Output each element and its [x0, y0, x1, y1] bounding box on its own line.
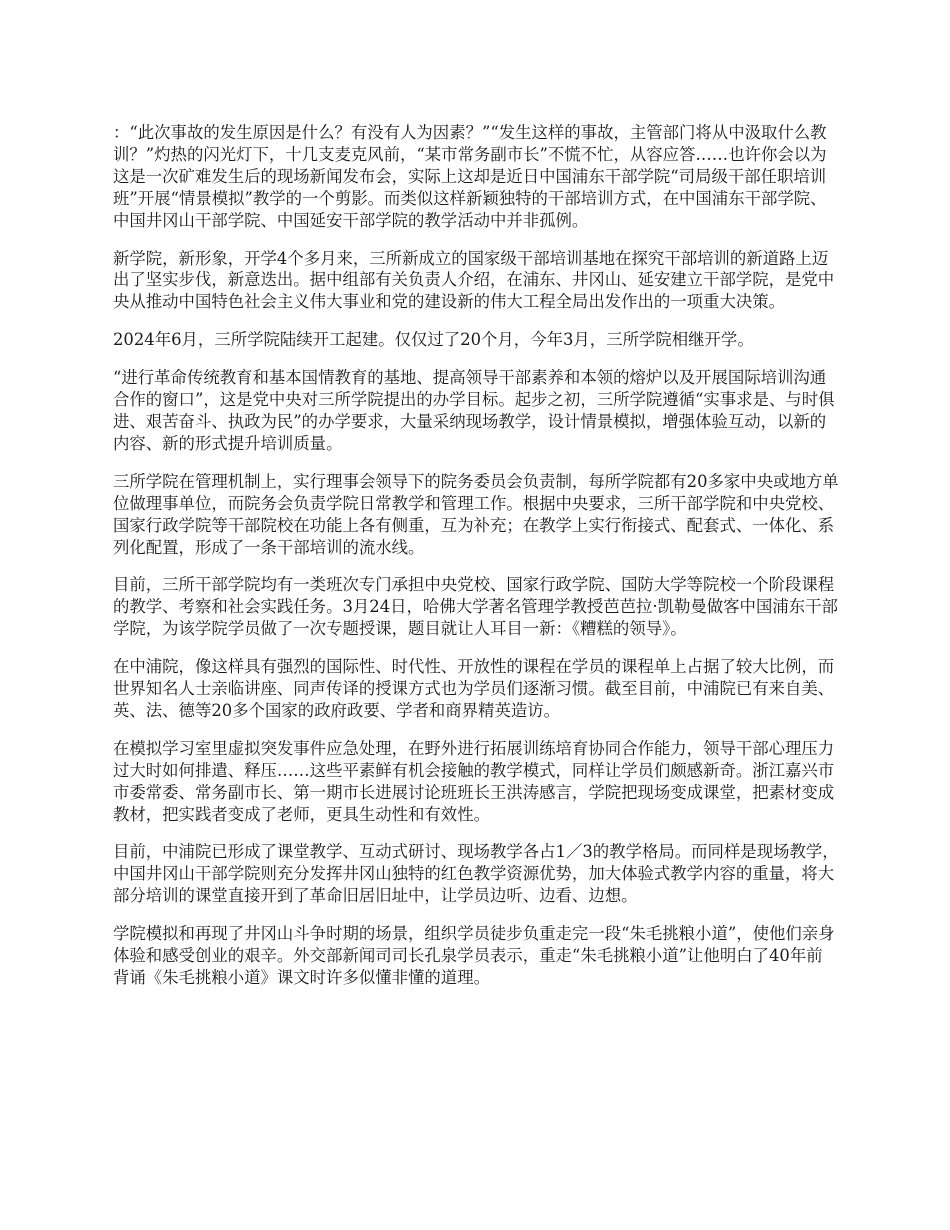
- paragraph: 在中浦院，像这样具有强烈的国际性、时代性、开放性的课程在学员的课程单上占据了较大比例，而世界知名人士亲临讲座、同声传译的授课方式也为学员们逐渐习惯。截至目前，中浦院已有来自美、英、法、德等20多个国家的政府政要、学者和商界精英造访。: [113, 657, 835, 720]
- paragraph: 2024年6月，三所学院陆续开工起建。仅仅过了20个月，今年3月，三所学院相继开学。: [113, 330, 754, 350]
- paragraph: 在模拟学习室里虚拟突发事件应急处理，在野外进行拓展训练培育协同合作能力，领导干部心理压力过大时如何排遣、释压……这些平素鲜有机会接触的教学模式，同样让学员们颇感新奇。浙江嘉兴市市委常委、常务副市长、第一期市长进展讨论班班长王洪涛感言，学院把现场变成课堂，把素材变成教材，把实践者变成了老师，更具生动性和有效性。: [113, 738, 835, 824]
- paragraph: 新学院，新形象，开学4个多月来，三所新成立的国家级干部培训基地在探究干部培训的新道路上迈出了坚实步伐，新意迭出。据中组部有关负责人介绍，在浦东、井冈山、延安建立干部学院，是党中央从推动中国特色社会主义伟大事业和党的建设新的伟大工程全局出发作出的一项重大决策。: [113, 248, 835, 312]
- paragraph: 目前，三所干部学院均有一类班次专门承担中央党校、国家行政学院、国防大学等院校一个阶段课程的教学、考察和社会实践任务。3月24日，哈佛大学著名管理学教授芭芭拉·凯勒曼做客中国浦东干部学院，为该学院学员做了一次专题授课，题目就让人耳目一新：《糟糕的领导》。: [113, 575, 838, 639]
- paragraph: “进行革命传统教育和基本国情教育的基地、提高领导干部素养和本领的熔炉以及开展国际培训沟通合作的窗口”，这是党中央对三所学院提出的办学目标。起步之初，三所学院遵循“实事求是、与时俱进、艰苦奋斗、执政为民”的办学要求，大量采纳现场教学，设计情景模拟，增强体验互动，以新的内容、新的形式提升培训质量。: [113, 368, 835, 453]
- paragraph: ：“此次事故的发生原因是什么？有没有人为因素？”“发生这样的事故，主管部门将从中汲取什么教训？”灼热的闪光灯下，十几支麦克风前，“某市常务副市长”不慌不忙，从容应答……也许你会以为这是一次矿难发生后的现场新闻发布会，实际上这却是近日中国浦东干部学院“司局级干部任职培训班”开展“情景模拟”教学的一个剪影。而类似这样新颖独特的干部培训方式，在中国浦东干部学院、中国井冈山干部学院、中国延安干部学院的教学活动中并非孤例。: [113, 123, 827, 230]
- document-body: [113, 122, 839, 1005]
- paragraph: 三所学院在管理机制上，实行理事会领导下的院务委员会负责制，每所学院都有20多家中央或地方单位做理事单位，而院务会负责学院日常教学和管理工作。根据中央要求，三所干部学院和中央党校、国家行政学院等干部院校在功能上各有侧重，互为补充；在教学上实行衔接式、配套式、一体化、系列化配置，形成了一条干部培训的流水线。: [113, 471, 839, 557]
- paragraph: 目前，中浦院已形成了课堂教学、互动式研讨、现场教学各占1／3的教学格局。而同样是现场教学，中国井冈山干部学院则充分发挥井冈山独特的红色教学资源优势，加大体验式教学内容的重量，将大部分培训的课堂直接开到了革命旧居旧址中，让学员边听、边看、边想。: [113, 842, 839, 906]
- paragraph: 学院模拟和再现了井冈山斗争时期的场景，组织学员徒步负重走完一段“朱毛挑粮小道”，使他们亲身体验和感受创业的艰辛。外交部新闻司司长孔泉学员表示，重走“朱毛挑粮小道”让他明白了40年前背诵《朱毛挑粮小道》课文时许多似懂非懂的道理。: [113, 924, 835, 987]
